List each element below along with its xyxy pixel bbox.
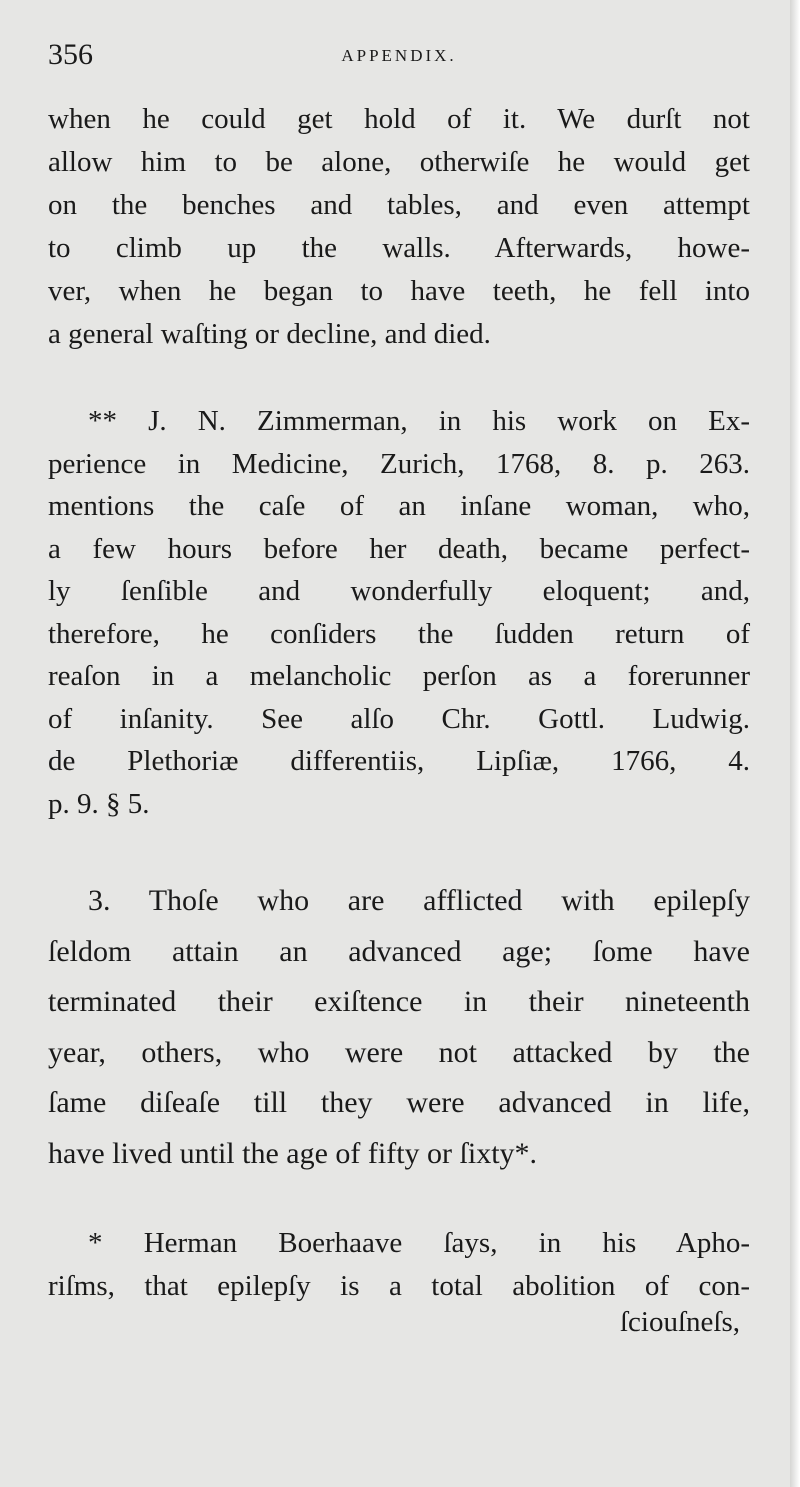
text-line: ſame diſeaſe till they were advanced in life, — [48, 1086, 750, 1119]
text-line: * Herman Boerhaave ſays, in his Apho- — [88, 1227, 750, 1259]
text-line: when he could get hold of it. We durſt not — [48, 103, 750, 135]
catchword: ſciouſneſs, — [619, 1306, 740, 1338]
paragraph-epilepsy — [48, 876, 750, 1179]
text-line: ver, when he began to have teeth, he fell into — [48, 275, 750, 307]
text-line: a general waſting or decline, and died. — [48, 318, 491, 350]
page-number: 356 — [48, 38, 93, 71]
text-line: ly ſenſible and wonderfully eloquent; and, — [48, 575, 750, 607]
text-line: perience in Medicine, Zurich, 1768, 8. p. 263. — [48, 447, 750, 480]
text-line: therefore, he conſiders the ſudden return of — [48, 617, 750, 650]
page-header — [48, 38, 750, 78]
text-line: p. 9. § 5. — [48, 787, 150, 820]
text-line: reaſon in a melancholic perſon as a forerunner — [48, 660, 750, 692]
text-line: year, others, who were not attacked by the — [48, 1035, 750, 1069]
text-line: have lived until the age of fifty or ſixty*. — [48, 1136, 538, 1170]
text-line: mentions the caſe of an inſane woman, who, — [48, 490, 750, 522]
text-line: of inſanity. See alſo Chr. Gottl. Ludwig. — [48, 702, 750, 735]
running-head: APPENDIX. — [341, 46, 457, 65]
text-line: to climb up the walls. Afterwards, howe- — [48, 232, 750, 264]
footnote-zimmerman — [48, 400, 750, 825]
text-line: de Plethoriæ differentiis, Lipſiæ, 1766, 4. — [48, 745, 750, 777]
text-line: riſms, that epilepſy is a total abolition of con- — [48, 1270, 750, 1302]
text-line: terminated their exiſtence in their nineteenth — [48, 985, 750, 1018]
text-line: a few hours before her death, became perfect- — [48, 532, 750, 565]
text-line: 3. Thoſe who are afflicted with epilepſy — [88, 884, 750, 917]
footnote-boerhaave — [48, 1222, 750, 1308]
text-line: ** J. N. Zimmerman, in his work on Ex- — [88, 405, 750, 437]
text-line: ſeldom attain an advanced age; ſome have — [48, 934, 750, 968]
text-line: allow him to be alone, otherwiſe he would get — [48, 146, 750, 178]
text-line: on the benches and tables, and even attempt — [48, 189, 750, 221]
paragraph-continuation — [48, 98, 750, 356]
